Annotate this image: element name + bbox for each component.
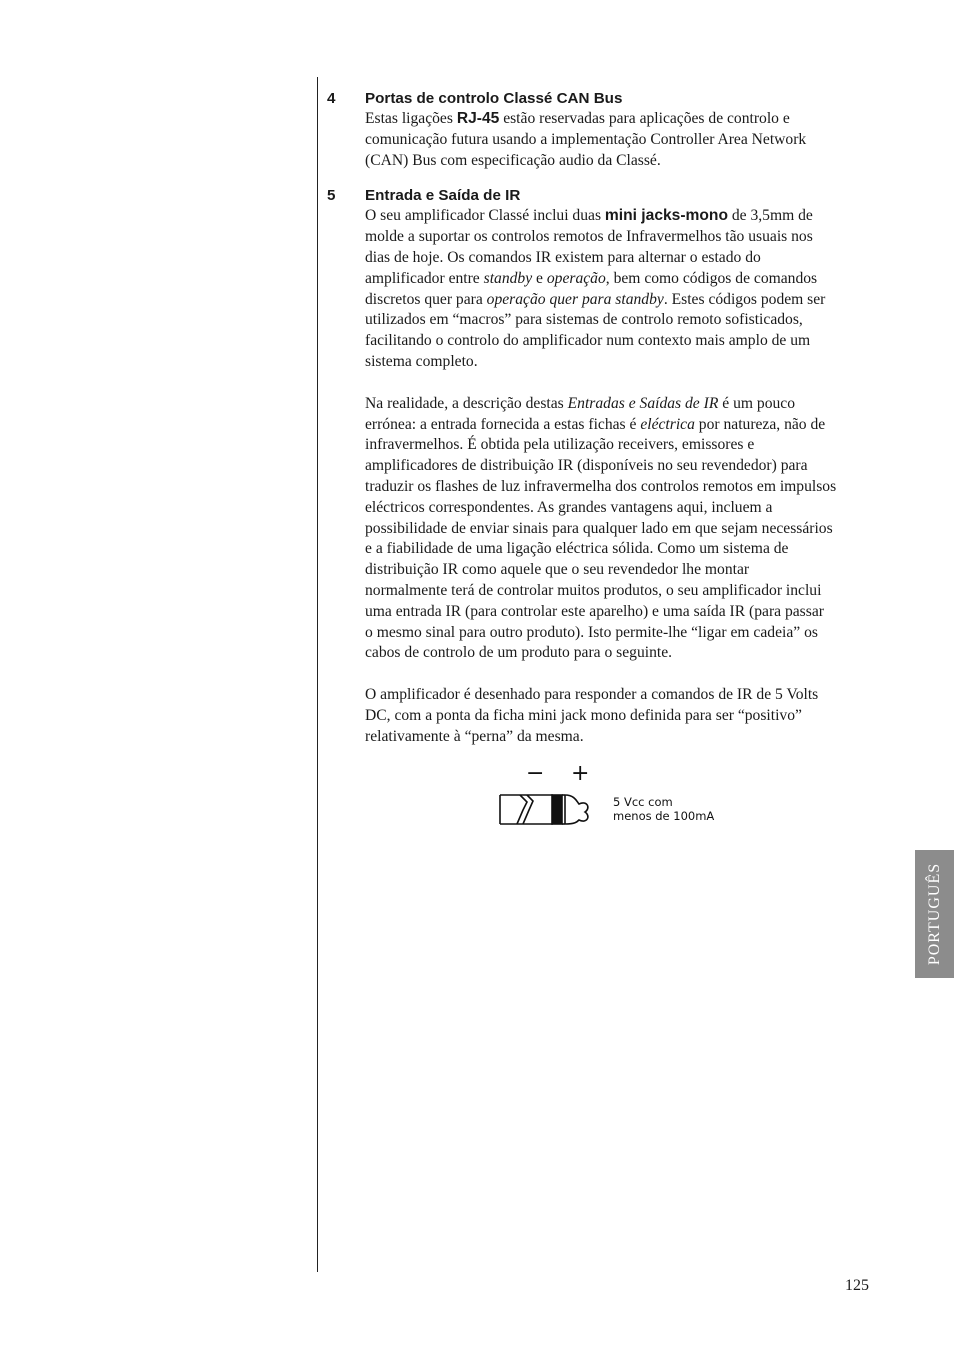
main-content bbox=[327, 88, 877, 748]
text-run: comunicação futura usando a implementação Controller Area Network bbox=[365, 130, 807, 148]
text-run: possibilidade de enviar sinais para qualquer lado em que sejam necessários bbox=[365, 519, 833, 537]
section-number: 4 bbox=[327, 90, 336, 107]
text-run: O amplificador é desenhado para responder a comandos de IR de 5 Volts bbox=[365, 686, 819, 704]
text-run: relativamente à “perna” da mesma. bbox=[365, 727, 584, 745]
text-run: facilitando o controlo do amplificador num contexto mais amplo de um bbox=[365, 332, 811, 350]
bold-term: RJ-45 bbox=[456, 110, 500, 127]
text-run: (CAN) Bus com especificação audio da Classé. bbox=[365, 151, 661, 169]
voltage-label-line-2: menos de 100mA bbox=[613, 809, 715, 823]
page-number: 125 bbox=[845, 1277, 869, 1294]
body-paragraph bbox=[365, 206, 877, 372]
text-run: por natureza, não de bbox=[694, 415, 826, 433]
text-run: distribuição IR como aquele que o seu revendedor lhe montar bbox=[365, 561, 750, 579]
text-run: DC, com a ponta da ficha mini jack mono definida para ser “positivo” bbox=[365, 706, 802, 724]
italic-term: operação bbox=[546, 269, 606, 287]
text-run: traduzir os flashes de luz infravermelha dos controlos remotos em impulsos bbox=[365, 477, 837, 495]
section-heading: Portas de controlo Classé CAN Bus bbox=[365, 90, 623, 107]
language-tab bbox=[915, 850, 954, 978]
section-body bbox=[365, 206, 877, 747]
section-body bbox=[365, 109, 877, 171]
italic-term: operação quer para standby bbox=[486, 290, 664, 308]
italic-term: Entradas e Saídas de IR bbox=[567, 394, 719, 412]
text-run: O seu amplificador Classé inclui duas bbox=[365, 207, 605, 225]
text-run: e bbox=[532, 269, 547, 287]
italic-term: standby bbox=[483, 269, 533, 287]
text-run: eléctricos correspondentes. As grandes vantagens aqui, incluem a bbox=[365, 498, 773, 516]
text-run: amplificadores de distribuição IR (disponíveis no seu revendedor) para bbox=[365, 457, 808, 475]
section-heading: Entrada e Saída de IR bbox=[365, 187, 521, 205]
body-paragraph bbox=[365, 109, 877, 171]
voltage-label-line-1: 5 Vcc com bbox=[613, 795, 673, 809]
body-paragraph bbox=[365, 394, 877, 664]
text-run: sistema completo. bbox=[365, 352, 478, 370]
text-run: Estas ligações bbox=[365, 110, 457, 127]
mini-jack-diagram bbox=[495, 760, 735, 832]
text-run: de 3,5mm de bbox=[727, 207, 813, 225]
minus-sign: − bbox=[526, 761, 545, 786]
text-run: molde a suportar os controlos remotos de Infravermelhos tão usuais nos bbox=[365, 228, 813, 246]
italic-term: eléctrica bbox=[640, 415, 695, 433]
text-run: . Estes códigos podem ser bbox=[663, 290, 826, 308]
section-can-bus bbox=[327, 88, 877, 171]
text-run: amplificador entre bbox=[365, 269, 484, 287]
body-paragraph bbox=[365, 685, 877, 747]
text-run: e a fiabilidade de uma ligação eléctrica sólida. Como um sistema de bbox=[365, 540, 789, 558]
text-run: dias de hoje. Os comandos IR existem para alternar o estado do bbox=[365, 248, 761, 266]
language-tab-label: PORTUGUÊS bbox=[925, 862, 943, 966]
text-run: discretos quer para bbox=[365, 290, 487, 308]
text-run: estão reservadas para aplicações de controlo e bbox=[499, 110, 790, 127]
margin-rule bbox=[317, 77, 318, 1272]
paragraph-gap bbox=[365, 373, 877, 394]
bold-term: mini jacks-mono bbox=[604, 207, 728, 225]
text-run: infravermelhos. É obtida pela utilização receivers, emissores e bbox=[365, 436, 755, 454]
section-number: 5 bbox=[327, 187, 336, 205]
section-ir-io bbox=[327, 185, 877, 747]
text-run: Na realidade, a descrição destas bbox=[365, 394, 568, 412]
text-run: cabos de controlo de um produto para o seguinte. bbox=[365, 644, 673, 662]
text-run: normalmente terá de controlar muitos produtos, o seu amplificador inclui bbox=[365, 581, 822, 599]
jack-plug-icon bbox=[500, 795, 588, 824]
paragraph-gap bbox=[365, 664, 877, 685]
text-run: utilizados em “macros” para sistemas de controlo remoto sofisticados, bbox=[365, 311, 803, 329]
text-run: é um pouco bbox=[718, 394, 796, 412]
text-run: uma entrada IR (para controlar este aparelho) e uma saída IR (para passar bbox=[365, 602, 824, 620]
text-run: , bem como códigos de comandos bbox=[605, 269, 818, 287]
plus-sign: + bbox=[571, 761, 590, 786]
text-run: errónea: a entrada fornecida a estas fichas é bbox=[365, 415, 641, 433]
text-run: o mesmo sinal para outro produto). Isto permite-lhe “ligar em cadeia” os bbox=[365, 623, 818, 641]
